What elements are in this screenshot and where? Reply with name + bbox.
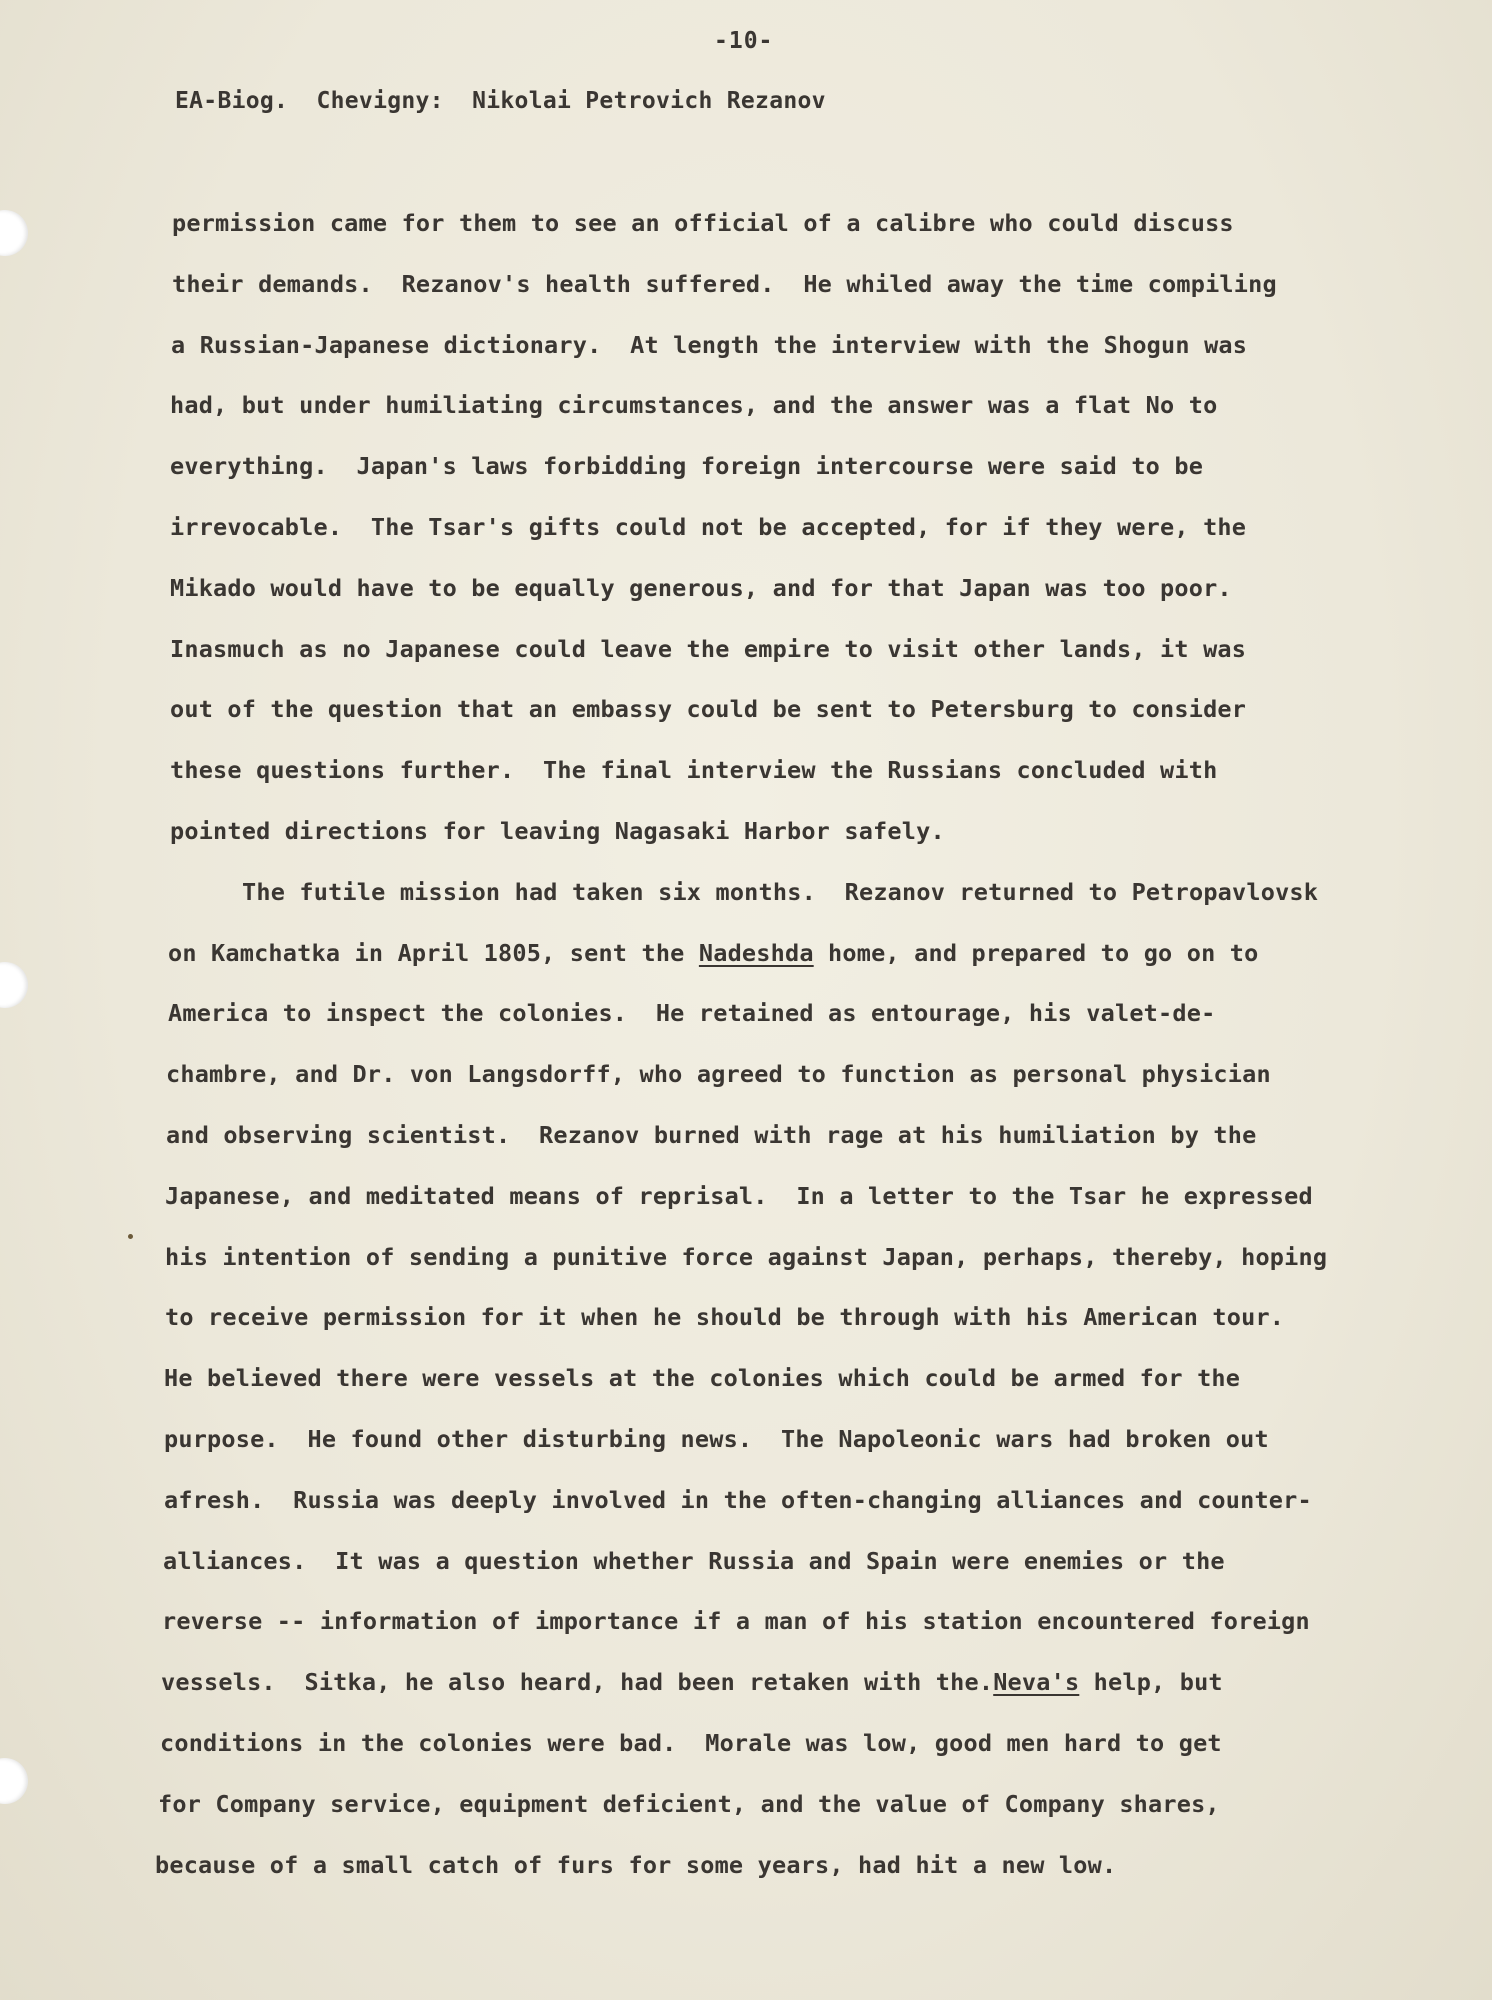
document-header — [175, 88, 826, 114]
text-line: Mikado would have to be equally generous, and for that Japan was too poor. — [170, 573, 1232, 602]
text-line: pointed directions for leaving Nagasaki Harbor safely. — [170, 817, 945, 845]
text-line: their demands. Rezanov's health suffered. He whiled away the time compiling — [172, 269, 1277, 298]
text-line: purpose. He found other disturbing news. The Napoleonic wars had broken out — [164, 1425, 1269, 1453]
punch-hole — [0, 962, 28, 1008]
text-segment: on Kamchatka in April 1805, sent the — [168, 938, 699, 967]
text-line: reverse -- information of importance if a man of his station encountered foreign — [162, 1607, 1310, 1636]
text-line: a Russian-Japanese dictionary. At length the interview with the Shogun was — [171, 330, 1248, 359]
header-series: EA-Biog. — [175, 88, 289, 114]
header-author: Chevigny: — [316, 88, 444, 114]
text-line: Inasmuch as no Japanese could leave the empire to visit other lands, it was — [170, 634, 1247, 663]
text-line: for Company service, equipment deficient, and the value of Company shares, — [158, 1789, 1220, 1818]
text-line: afresh. Russia was deeply involved in the often-changing alliances and counter- — [164, 1485, 1312, 1514]
text-segment: home, and prepared to go on to — [813, 938, 1259, 967]
text-line — [161, 1667, 1223, 1697]
punch-hole — [0, 1758, 28, 1804]
header-subject: Nikolai Petrovich Rezanov — [472, 88, 826, 114]
text-line: because of a small catch of furs for some years, had hit a new low. — [155, 1850, 1117, 1879]
text-line: everything. Japan's laws forbidding foreign intercourse were said to be — [170, 452, 1204, 481]
ship-name-underlined: Neva's — [993, 1668, 1080, 1697]
text-segment: help, but — [1079, 1668, 1223, 1697]
text-line: his intention of sending a punitive force against Japan, perhaps, thereby, hoping — [165, 1242, 1328, 1271]
text-line: The futile mission had taken six months. Rezanov returned to Petropavlovsk — [242, 877, 1319, 906]
text-line: conditions in the colonies were bad. Morale was low, good men hard to get — [160, 1729, 1222, 1757]
text-line: alliances. It was a question whether Russia and Spain were enemies or the — [163, 1546, 1225, 1575]
paper-speck — [128, 1234, 133, 1239]
text-line: chambre, and Dr. von Langsdorff, who agreed to function as personal physician — [166, 1060, 1271, 1089]
page-number: -10- — [714, 28, 774, 54]
text-line: irrevocable. The Tsar's gifts could not be accepted, for if they were, the — [170, 513, 1247, 541]
punch-hole — [0, 210, 28, 256]
text-line: America to inspect the colonies. He retained as entourage, his valet-de- — [168, 999, 1216, 1028]
text-line: Japanese, and meditated means of reprisal. In a letter to the Tsar he expressed — [165, 1181, 1313, 1210]
text-line: had, but under humiliating circumstances, and the answer was a flat No to — [170, 391, 1218, 420]
text-segment: vessels. Sitka, he also heard, had been retaken with the. — [161, 1668, 994, 1697]
text-line: these questions further. The final interview the Russians concluded with — [170, 756, 1218, 785]
text-line — [168, 938, 1258, 968]
text-line: and observing scientist. Rezanov burned with rage at his humiliation by the — [166, 1121, 1257, 1149]
text-line: out of the question that an embassy could be sent to Petersburg to consider — [170, 695, 1247, 724]
ship-name-underlined: Nadeshda — [698, 938, 814, 967]
text-line: to receive permission for it when he should be through with his American tour. — [165, 1303, 1285, 1332]
text-line: permission came for them to see an official of a calibre who could discuss — [172, 209, 1234, 237]
text-line: He believed there were vessels at the colonies which could be armed for the — [164, 1364, 1241, 1393]
